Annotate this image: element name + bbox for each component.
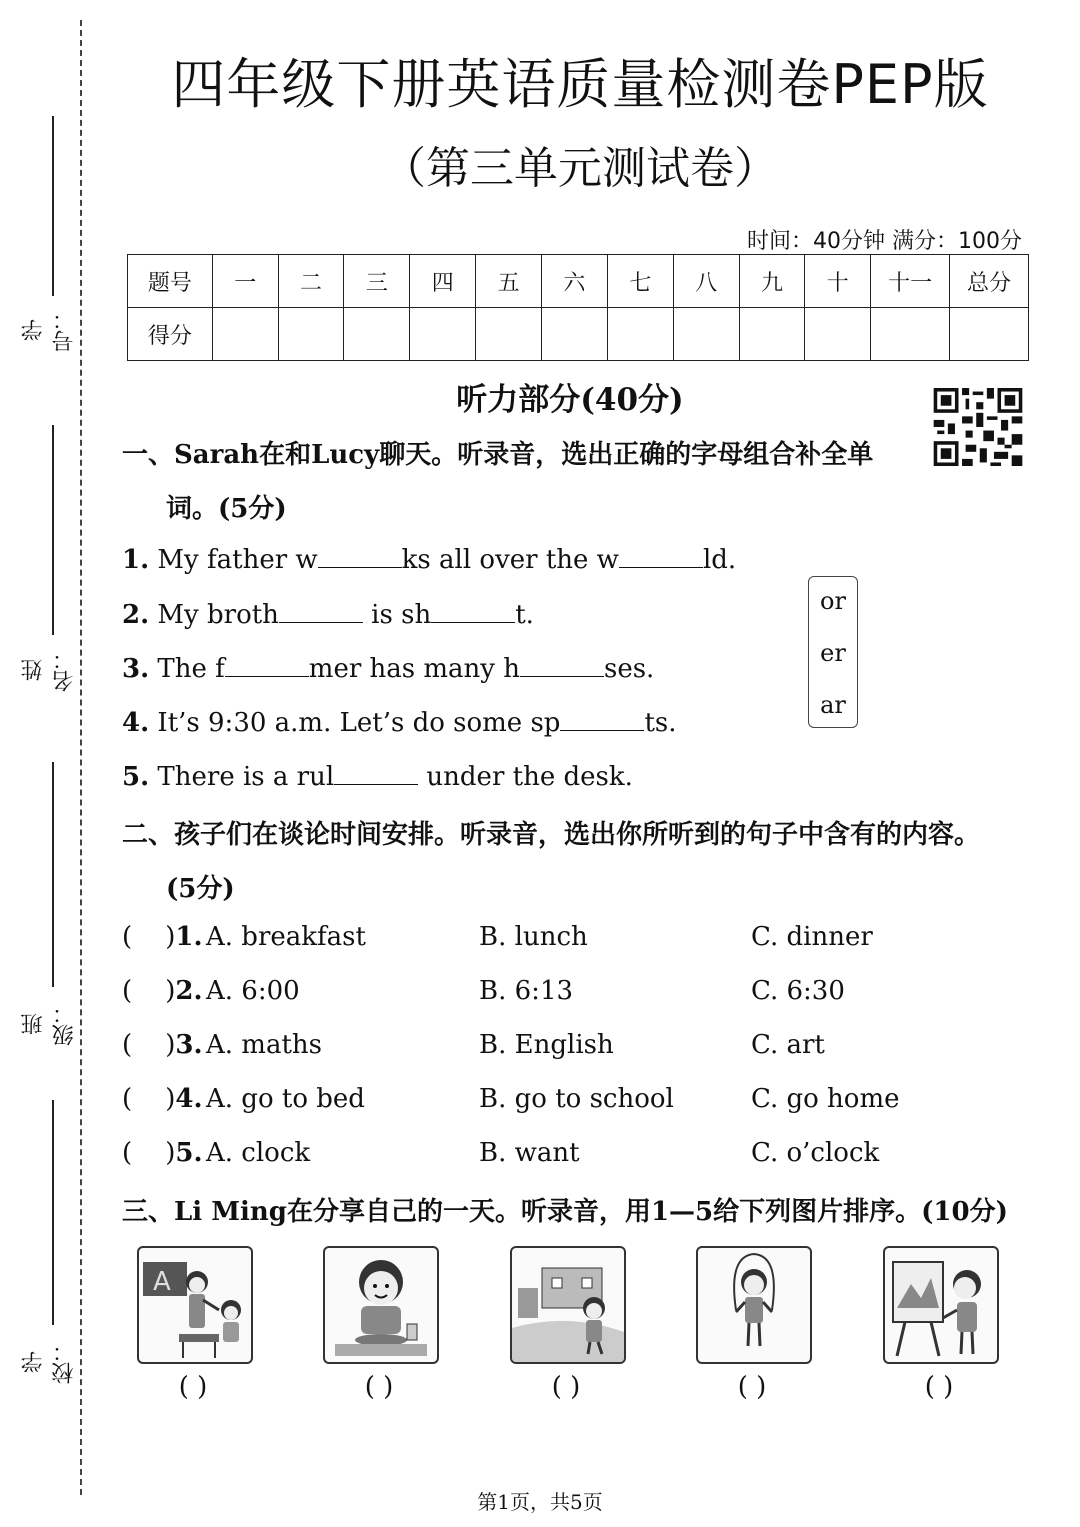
answer-blank[interactable]	[520, 652, 604, 677]
q1-item-3-text: ses.	[603, 654, 655, 684]
q3-title: 三、Li Ming在分享自己的一天。听录音，用1—5给下列图片排序。(10分)	[122, 1197, 1008, 1227]
score-row-label: 得分	[128, 308, 213, 361]
class-field[interactable]	[18, 762, 77, 1062]
score-table	[127, 254, 1029, 361]
q1-item-2-text: is sh	[362, 600, 432, 630]
table-header-cell: 六	[542, 255, 608, 308]
student-id-label: 学号：	[21, 308, 77, 352]
q1-item-1	[122, 543, 736, 575]
q2-item-number: 3.	[175, 1030, 203, 1060]
q1-item-4	[122, 706, 677, 738]
q2-title-cont: (5分)	[166, 874, 235, 904]
page-footer: 第1页，共5页	[477, 1490, 603, 1514]
q1-title-cont: 词。(5分)	[166, 494, 287, 524]
listening-section-heading: 听力部分(40分)	[456, 382, 684, 418]
score-cell[interactable]	[950, 308, 1029, 361]
q2-item-1	[122, 922, 203, 952]
q1-option-box	[808, 576, 858, 728]
page-subtitle: （第三单元测试卷）	[382, 143, 778, 194]
q1-title: 一、Sarah在和Lucy聊天。听录音，选出正确的字母组合补全单	[122, 440, 874, 470]
q1-item-2-number: 2.	[122, 600, 150, 630]
picture-eating-breakfast	[323, 1246, 439, 1364]
answer-blank[interactable]	[225, 652, 309, 677]
q2-option-c: C. go home	[751, 1084, 900, 1114]
q1-item-3-number: 3.	[122, 654, 150, 684]
q2-option-a: A. go to bed	[206, 1084, 365, 1114]
answer-paren[interactable]: ( )	[122, 1030, 176, 1060]
q2-option-b: B. English	[479, 1030, 614, 1060]
q1-item-3-text: The f	[149, 654, 225, 684]
q1-item-1-text: ld.	[702, 545, 737, 575]
picture-2-answer-paren[interactable]: ( )	[364, 1372, 394, 1402]
table-header-cell: 总分	[950, 255, 1029, 308]
table-header-cell: 二	[278, 255, 344, 308]
q2-item-3	[122, 1030, 203, 1060]
option-letters: er	[820, 639, 846, 667]
q2-item-number: 4.	[175, 1084, 203, 1114]
picture-3-answer-paren[interactable]: ( )	[551, 1372, 581, 1402]
q1-item-2-text: My broth	[149, 600, 279, 630]
score-cell[interactable]	[278, 308, 344, 361]
q2-option-b: B. want	[479, 1138, 580, 1168]
table-header-cell: 八	[673, 255, 739, 308]
q1-item-4-text: ts.	[644, 708, 677, 738]
picture-5-answer-paren[interactable]: ( )	[924, 1372, 954, 1402]
q2-option-a: A. clock	[206, 1138, 311, 1168]
q1-item-5-text: under the desk.	[418, 762, 633, 792]
q1-item-5-text: There is a rul	[149, 762, 335, 792]
score-cell[interactable]	[410, 308, 476, 361]
table-header-cell: 三	[344, 255, 410, 308]
q1-item-4-text: It’s 9:30 a.m. Let’s do some sp	[149, 708, 561, 738]
student-id-line[interactable]	[52, 116, 54, 296]
student-id-field[interactable]	[18, 110, 77, 360]
picture-painting	[883, 1246, 999, 1364]
table-header-cell: 题号	[128, 255, 213, 308]
score-cell[interactable]	[212, 308, 278, 361]
answer-paren[interactable]: ( )	[122, 922, 176, 952]
table-header-cell: 四	[410, 255, 476, 308]
answer-blank[interactable]	[279, 598, 363, 623]
page-title: 四年级下册英语质量检测卷PEP版	[171, 53, 989, 116]
answer-blank[interactable]	[560, 706, 644, 731]
q2-option-c: C. o’clock	[751, 1138, 880, 1168]
q2-item-number: 1.	[175, 922, 203, 952]
school-line[interactable]	[52, 1100, 54, 1325]
score-table-header-row	[128, 255, 1029, 308]
q1-item-2	[122, 598, 534, 630]
score-cell[interactable]	[739, 308, 805, 361]
option-letters: ar	[820, 691, 846, 719]
q2-option-b: B. lunch	[479, 922, 588, 952]
q2-option-c: C. dinner	[751, 922, 873, 952]
answer-blank[interactable]	[619, 543, 703, 568]
q1-item-5-number: 5.	[122, 762, 150, 792]
name-line[interactable]	[52, 425, 54, 635]
q1-item-2-text: t.	[515, 600, 534, 630]
table-header-cell: 七	[607, 255, 673, 308]
table-header-cell: 五	[476, 255, 542, 308]
score-cell[interactable]	[607, 308, 673, 361]
picture-jumping-rope	[696, 1246, 812, 1364]
svg-text:A: A	[153, 1267, 171, 1297]
picture-class-with-teacher	[137, 1246, 253, 1364]
binding-dashed-line	[80, 20, 82, 1495]
name-label: 姓名：	[21, 648, 77, 692]
answer-paren[interactable]: ( )	[122, 1084, 176, 1114]
table-header-cell: 十	[805, 255, 871, 308]
q1-item-5	[122, 760, 633, 792]
score-cell[interactable]	[476, 308, 542, 361]
name-field[interactable]	[18, 425, 77, 705]
q2-option-a: A. maths	[206, 1030, 322, 1060]
q2-title: 二、孩子们在谈论时间安排。听录音，选出你所听到的句子中含有的内容。	[122, 820, 981, 850]
picture-1-answer-paren[interactable]: ( )	[178, 1372, 208, 1402]
q2-option-a: A. breakfast	[206, 922, 366, 952]
q1-item-3	[122, 652, 654, 684]
q2-option-a: A. 6:00	[206, 976, 300, 1006]
answer-blank[interactable]	[318, 543, 402, 568]
class-line[interactable]	[52, 762, 54, 987]
answer-blank[interactable]	[334, 760, 418, 785]
answer-paren[interactable]: ( )	[122, 976, 176, 1006]
q2-item-4	[122, 1084, 203, 1114]
answer-paren[interactable]: ( )	[122, 1138, 176, 1168]
score-cell[interactable]	[344, 308, 410, 361]
qr-code-icon	[933, 388, 1023, 466]
q2-item-number: 5.	[175, 1138, 203, 1168]
q1-item-1-number: 1.	[122, 545, 150, 575]
q2-option-c: C. art	[751, 1030, 825, 1060]
score-table-score-row	[128, 308, 1029, 361]
q1-item-3-text: mer has many h	[308, 654, 520, 684]
school-label: 学校：	[21, 1340, 77, 1384]
q2-option-c: C. 6:30	[751, 976, 845, 1006]
score-cell[interactable]	[871, 308, 950, 361]
answer-blank[interactable]	[431, 598, 515, 623]
table-header-cell: 十一	[871, 255, 950, 308]
picture-going-to-school	[510, 1246, 626, 1364]
score-cell[interactable]	[542, 308, 608, 361]
score-cell[interactable]	[805, 308, 871, 361]
q2-option-b: B. go to school	[479, 1084, 674, 1114]
q2-item-2	[122, 976, 203, 1006]
score-cell[interactable]	[673, 308, 739, 361]
q2-option-b: B. 6:13	[479, 976, 574, 1006]
option-letters: or	[820, 587, 846, 615]
table-header-cell: 一	[212, 255, 278, 308]
q2-item-5	[122, 1138, 203, 1168]
class-label: 班级：	[21, 1002, 77, 1046]
q1-item-1-text: ks all over the w	[401, 545, 619, 575]
q1-item-1-text: My father w	[149, 545, 318, 575]
q1-item-4-number: 4.	[122, 708, 150, 738]
q2-item-number: 2.	[175, 976, 203, 1006]
table-header-cell: 九	[739, 255, 805, 308]
picture-4-answer-paren[interactable]: ( )	[737, 1372, 767, 1402]
school-field[interactable]	[18, 1100, 77, 1400]
time-info: 时间：40分钟 满分：100分	[747, 229, 1022, 254]
